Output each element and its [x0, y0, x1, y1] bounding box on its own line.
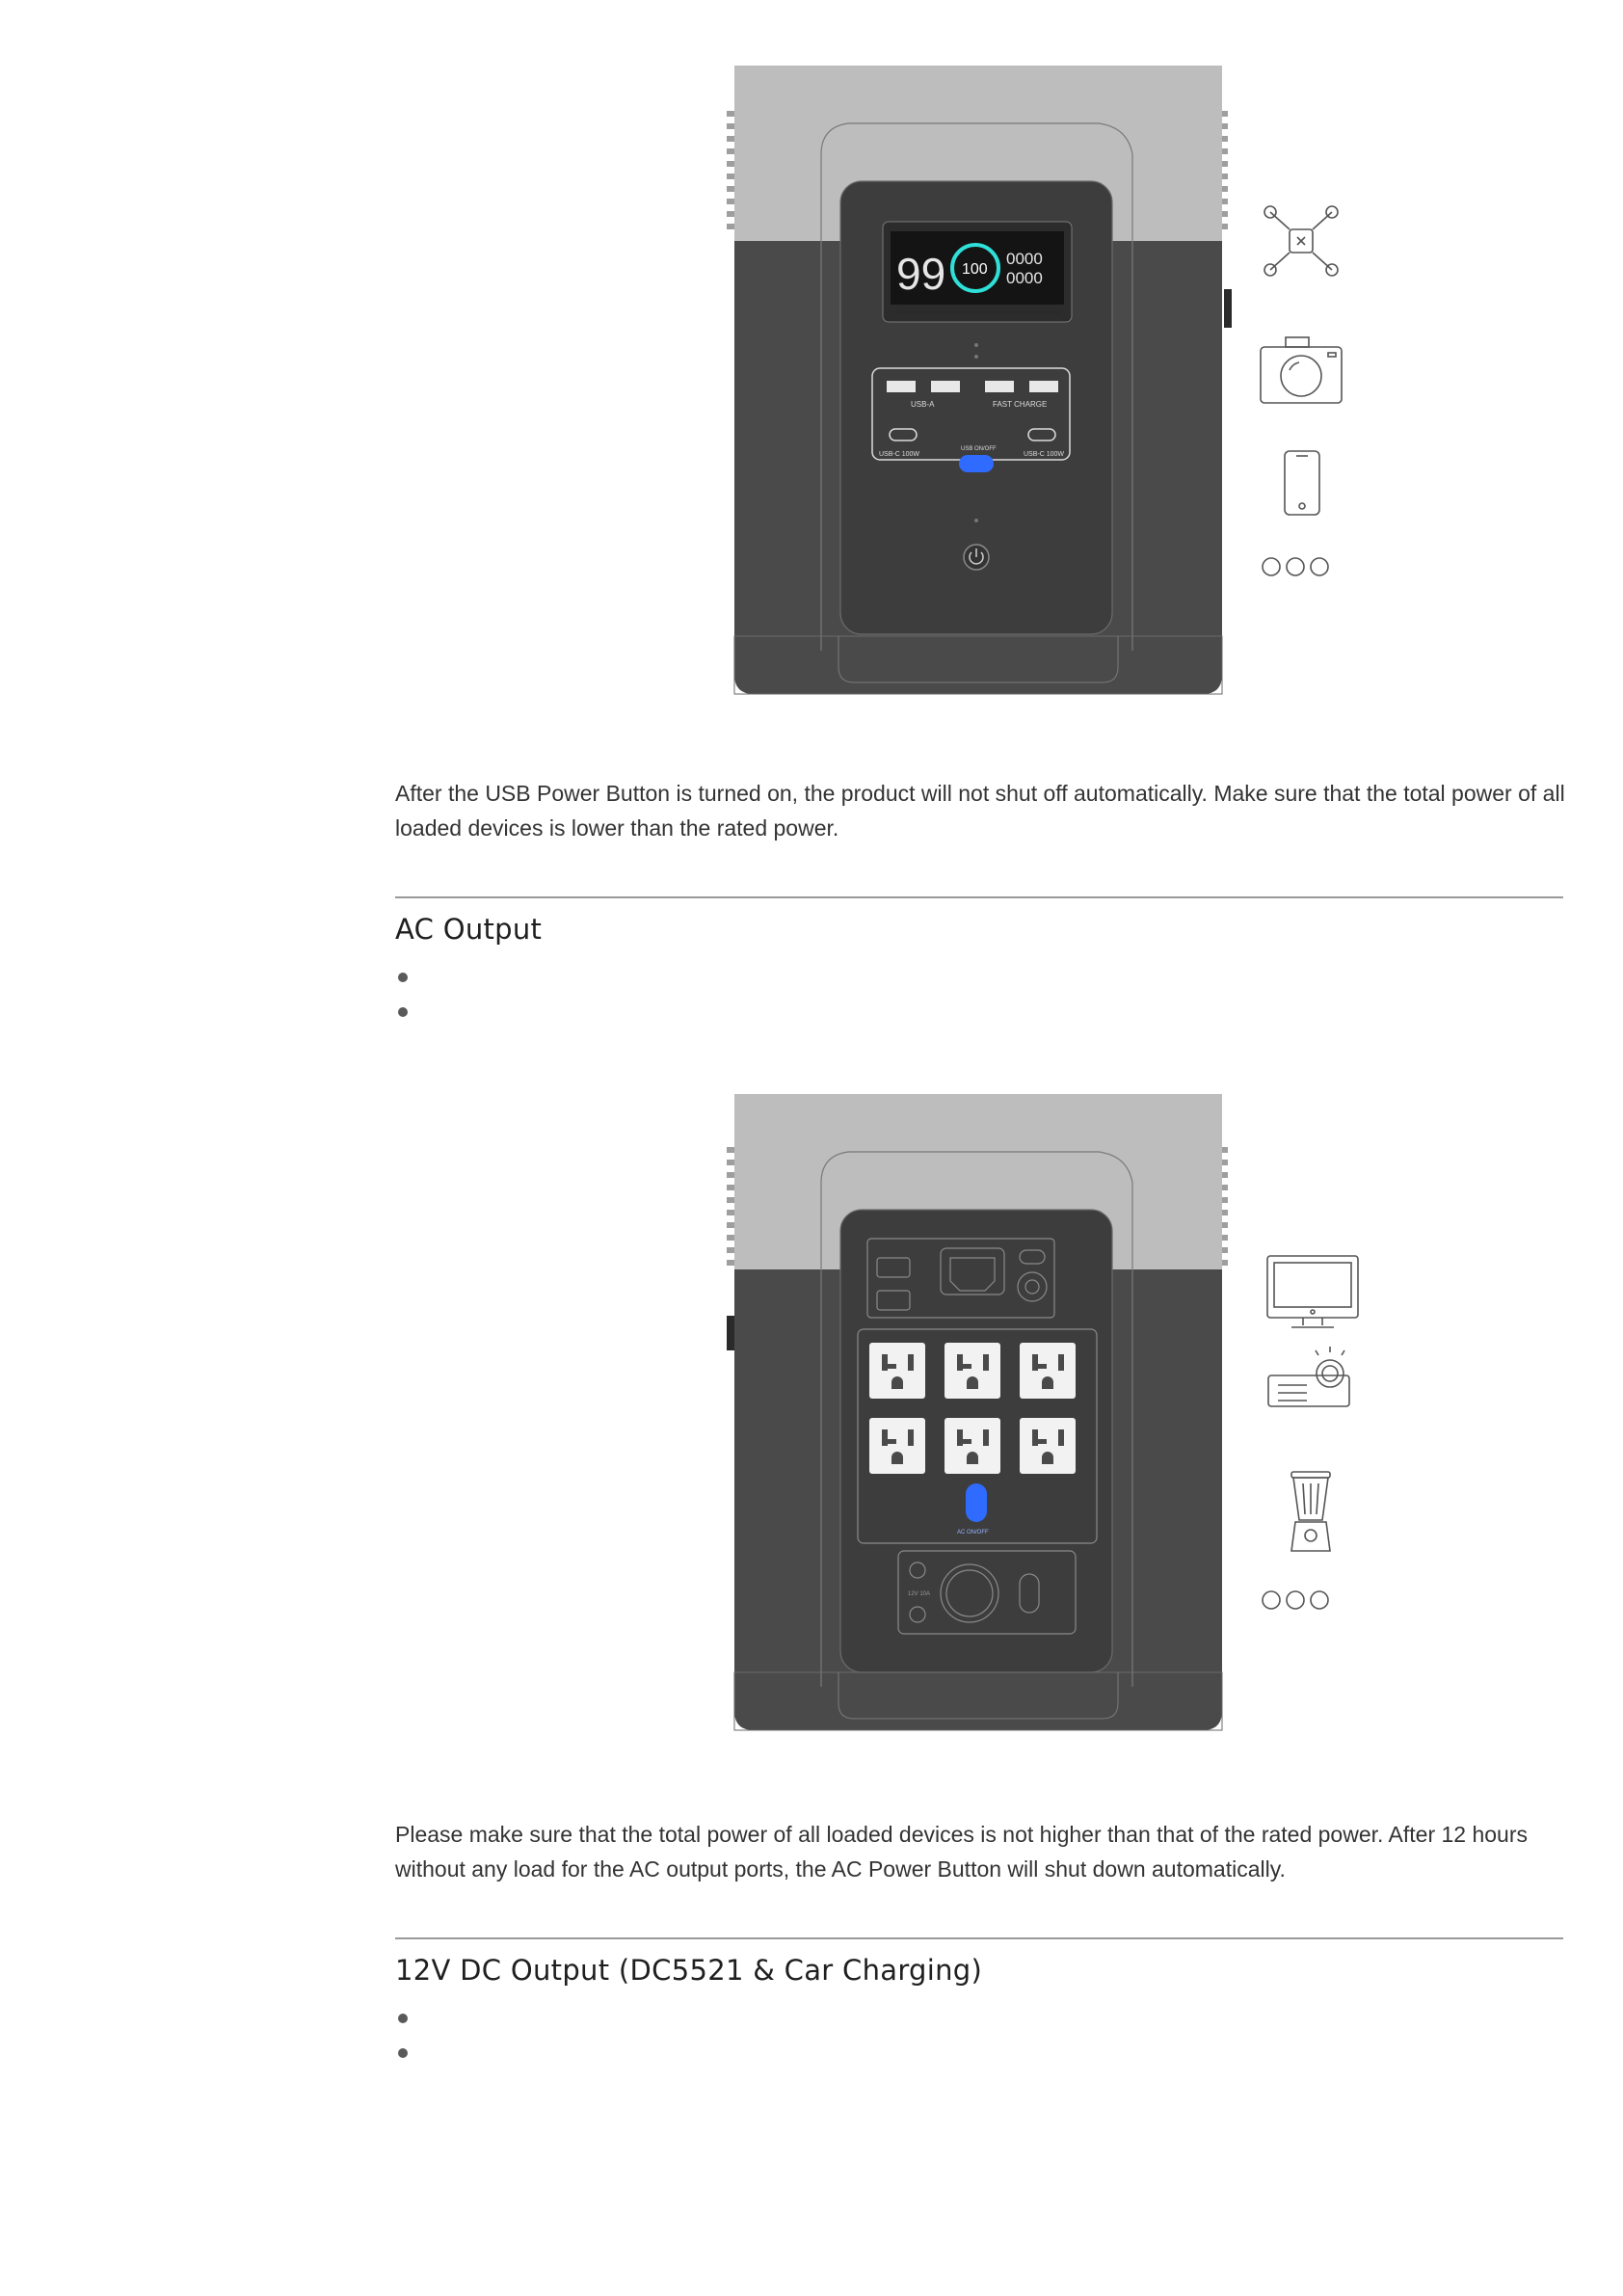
ac-outlet — [945, 1343, 1000, 1399]
fast-charge-label: FAST CHARGE — [993, 400, 1048, 409]
usb-a-port — [887, 381, 916, 392]
battery-percent: 99 — [896, 249, 946, 299]
drone-icon — [1264, 206, 1338, 276]
list-item — [395, 997, 428, 1031]
ring-value: 100 — [962, 261, 988, 278]
usb-port-block — [872, 368, 1070, 472]
ac-note-paragraph: Please make sure that the total power of all loaded devices is not higher than that of the rated power. After 12 hours without any load for the AC output ports, the AC Power Button will shut down automatically. — [395, 1822, 1528, 1882]
input-watts: 0000 — [1006, 250, 1043, 268]
monitor-icon — [1267, 1256, 1358, 1327]
usb-note-paragraph: After the USB Power Button is turned on, the product will not shut off automatically. Make sure that the total power of all loaded devices is lower than the rated power. — [395, 781, 1565, 841]
usb-a-label: USB-A — [911, 400, 935, 409]
ac-outlet — [869, 1418, 925, 1474]
usb-a-port — [985, 381, 1014, 392]
list-item — [395, 2003, 428, 2038]
usb-c-right-label: USB-C 100W — [1024, 451, 1065, 458]
ac-output-heading: AC Output — [395, 913, 543, 946]
lcd-display — [883, 222, 1072, 322]
ac-outlet — [945, 1418, 1000, 1474]
ac-power-button[interactable] — [966, 1483, 987, 1522]
usb-a-port — [931, 381, 960, 392]
section-divider — [395, 1937, 1563, 1939]
output-watts: 0000 — [1006, 269, 1043, 287]
ac-output-illustration — [713, 1094, 1407, 1749]
usb-a-port — [1029, 381, 1058, 392]
dc-output-heading: 12V DC Output (DC5521 & Car Charging) — [395, 1954, 983, 1987]
blender-icon — [1291, 1472, 1330, 1551]
list-item — [395, 2038, 428, 2072]
ac-outlet — [1020, 1343, 1076, 1399]
dc-output-list — [395, 2003, 428, 2072]
usb-power-button[interactable] — [959, 455, 994, 472]
ac-outlet — [1020, 1418, 1076, 1474]
ac-outlet — [869, 1343, 925, 1399]
usb-c-left-label: USB-C 100W — [879, 451, 920, 458]
ac-output-list — [395, 962, 428, 1031]
usb-output-illustration — [713, 58, 1407, 713]
main-power-button[interactable] — [964, 545, 989, 570]
more-dots-icon — [1263, 558, 1328, 575]
more-dots-icon — [1263, 1591, 1328, 1609]
ac-switch-label: AC ON/OFF — [957, 1530, 989, 1535]
list-item — [395, 962, 428, 997]
car-port-label: 12V 10A — [908, 1591, 931, 1597]
projector-icon — [1268, 1347, 1349, 1406]
section-divider — [395, 896, 1563, 898]
phone-icon — [1285, 451, 1319, 515]
camera-icon — [1261, 337, 1342, 403]
usb-switch-label: USB ON/OFF — [961, 446, 997, 452]
